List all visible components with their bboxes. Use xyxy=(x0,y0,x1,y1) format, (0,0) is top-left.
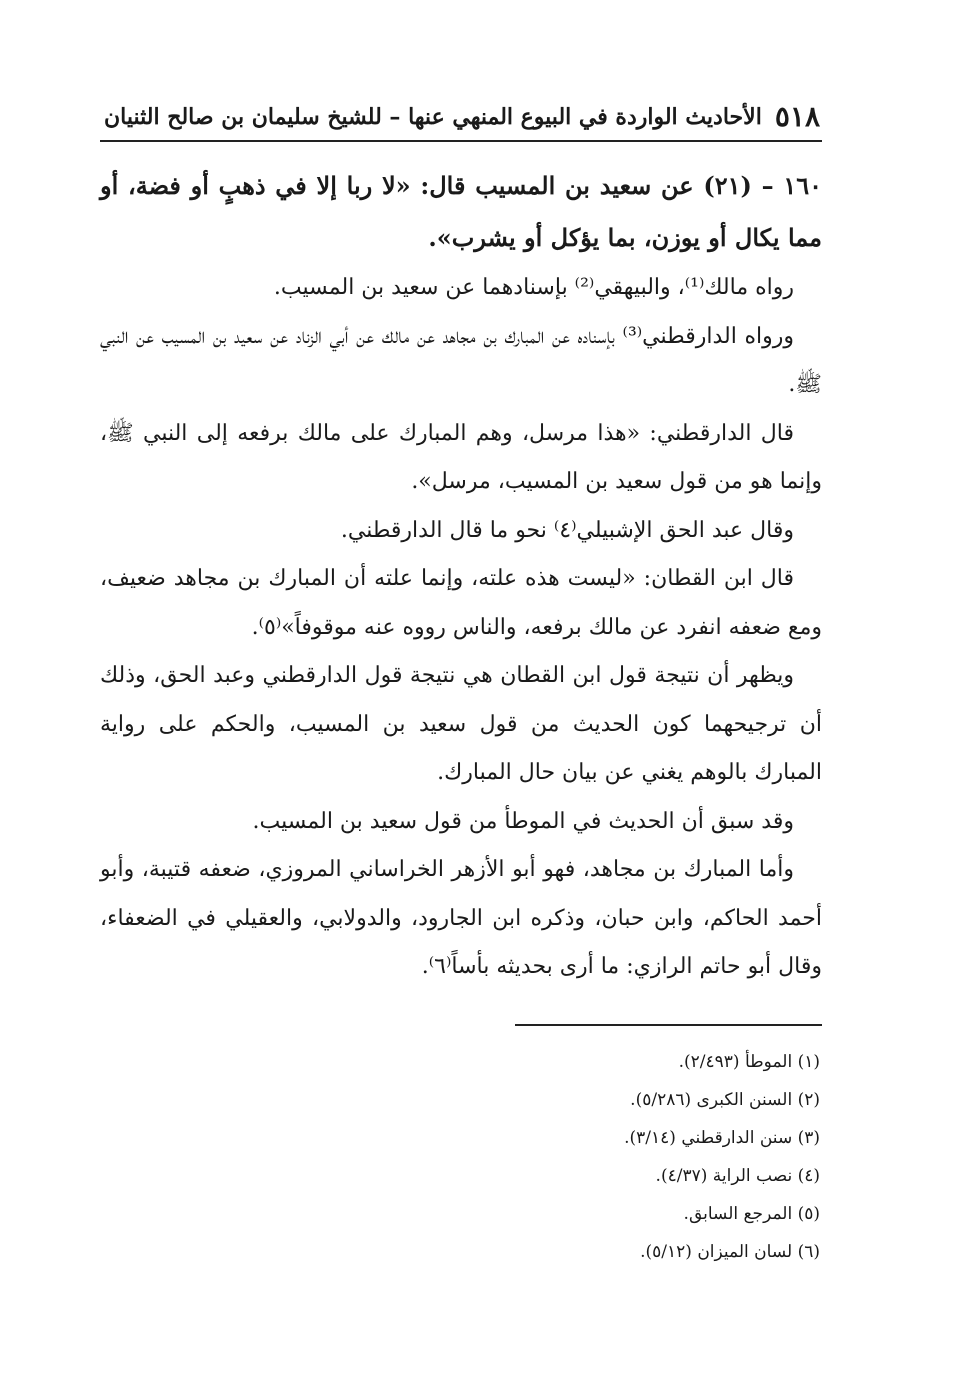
page-header xyxy=(100,96,822,142)
page-number: ٥١٨ xyxy=(774,100,820,133)
footnote: (٢) السنن الكبرى (٥/٢٨٦). xyxy=(630,1090,820,1110)
abdulhaq-judgment: وقال عبد الحق الإشبيلي⁽٤⁾ نحو ما قال الدارقطني. xyxy=(340,517,794,543)
footnote: (٤) نصب الراية (٤/٣٧). xyxy=(655,1166,820,1186)
takhrij-daraqutni: ورواه الدارقطني⁽³⁾ بإسناده عن المبارك بن مجاهد عن مالك عن أبي الزناد عن سعيد بن المسيب عن النبي ﷺ. xyxy=(100,323,822,397)
author-comment: ويظهر أن نتيجة قول ابن القطان هي نتيجة قول الدارقطني وعبد الحق، وذلك أن ترجيحهما كون الحديث من قول سعيد بن المسيب، والحكم على رواية المبارك بالوهم يغني عن بيان حال المبارك. xyxy=(100,663,822,785)
footnotes xyxy=(100,1043,822,1271)
takhrij-malik-bayhaqi: رواه مالك⁽¹⁾، والبيهقي⁽²⁾ بإسنادهما عن سعيد بن المسيب. xyxy=(273,275,794,300)
footnote: (٦) لسان الميزان (٥/١٢). xyxy=(640,1242,820,1262)
footnote: (١) الموطأ (٢/٤٩٣). xyxy=(678,1052,820,1072)
daraqutni-judgment: قال الدارقطني: «هذا مرسل، وهم المبارك على مالك برفعه إلى النبي ﷺ، وإنما هو من قول سعيد بن المسيب، مرسل». xyxy=(100,420,822,494)
muwatta-note: وقد سبق أن الحديث في الموطأ من قول سعيد بن المسيب. xyxy=(252,808,794,834)
footnote: (٣) سنن الدارقطني (٣/١٤). xyxy=(624,1128,820,1148)
ibn-alqattan-judgment: قال ابن القطان: «ليست هذه علته، وإنما علته أن المبارك بن مجاهد ضعيف، ومع ضعفه انفرد عن مالك برفعه، والناس رووه عنه موقوفاً»⁽٥⁾. xyxy=(100,566,822,640)
narrator-assessment: وأما المبارك بن مجاهد، فهو أبو الأزهر الخراساني المروزي، ضعفه قتيبة، وأبو أحمد الحاكم، وابن حبان، وذكره ابن الجارود، والدولابي، والعقيلي في الضعفاء، وقال أبو حاتم الرازي: ما أرى بحديثه بأساً⁽٦⁾. xyxy=(100,857,822,979)
page-body xyxy=(100,160,822,992)
hadith-text: ١٦٠ – (٢١) عن سعيد بن المسيب قال: «لا ربا إلا في ذهبٍ أو فضة، أو مما يكال أو يوزن، بما يؤكل أو يشرب». xyxy=(100,171,823,252)
footnote: (٥) المرجع السابق. xyxy=(683,1204,820,1224)
footnote-divider xyxy=(515,1024,822,1026)
running-title: الأحاديث الواردة في البيوع المنهي عنها – للشيخ سليمان بن صالح الثنيان xyxy=(104,104,762,130)
